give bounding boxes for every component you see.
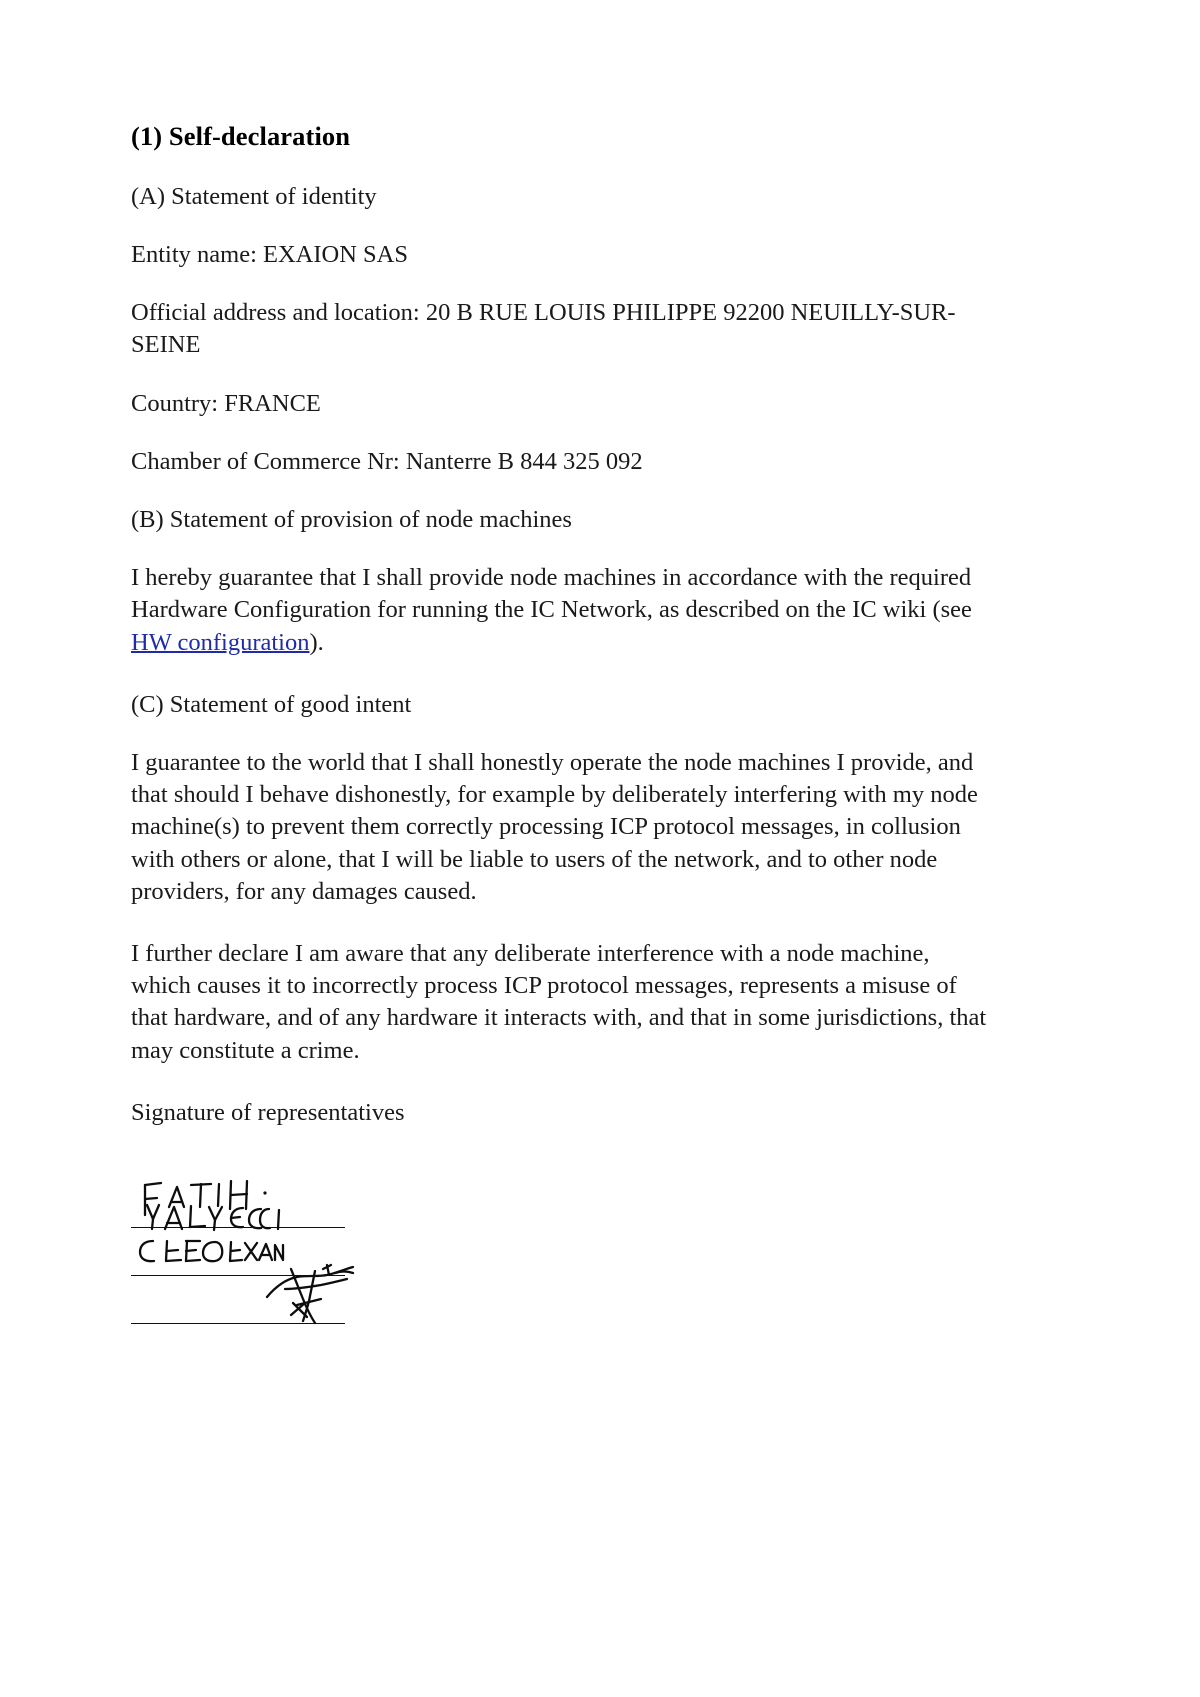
section-c-paragraph-2: I further declare I am aware that any deliberate interference with a node machine, which causes it to incorrectly process ICP protocol messages, represents a misuse of that hardware, and of any hardware it interacts with, and that in some jurisdictions, that may constitute a crime. — [131, 940, 987, 1064]
handwritten-role — [137, 1233, 287, 1269]
document-content — [131, 121, 987, 1345]
section-c-paragraph-1: I guarantee to the world that I shall honestly operate the node machines I provide, and that should I behave dishonestly, for example by deliberately interfering with my node machine(s) to prevent them correctly processing ICP protocol messages, in collusion with others or alone, that I will be liable to users of the network, and to other node providers, for any damages caused. — [131, 749, 978, 905]
signature-line-3 — [131, 1323, 345, 1324]
signature-block — [131, 1155, 551, 1345]
chamber-of-commerce-line: Chamber of Commerce Nr: Nanterre B 844 325 092 — [131, 447, 643, 475]
section-b-text-after-link: ). — [309, 628, 324, 656]
section-b-heading: (B) Statement of provision of node machines — [131, 506, 572, 534]
hw-configuration-link[interactable]: HW configuration — [131, 628, 310, 656]
section-c-heading: (C) Statement of good intent — [131, 690, 412, 718]
signature-line-2 — [131, 1275, 345, 1276]
official-address-line: Official address and location: 20 B RUE LOUIS PHILIPPE 92200 NEUILLY-SUR-SEINE — [131, 299, 956, 359]
section-a-heading: (A) Statement of identity — [131, 182, 377, 210]
entity-name-line: Entity name: EXAION SAS — [131, 241, 408, 268]
handwritten-signature-mark — [261, 1263, 371, 1327]
section-b-paragraph — [131, 562, 987, 659]
signature-line-1 — [131, 1227, 345, 1228]
handwritten-name — [139, 1175, 339, 1231]
section-b-text-before-link: I hereby guarantee that I shall provide node machines in accordance with the required Hardware Configuration for running the IC Network, as described on the IC wiki (see — [131, 564, 972, 624]
signature-heading: Signature of representatives — [131, 1098, 405, 1126]
page-title: (1) Self-declaration — [131, 121, 351, 151]
country-line: Country: FRANCE — [131, 389, 321, 417]
